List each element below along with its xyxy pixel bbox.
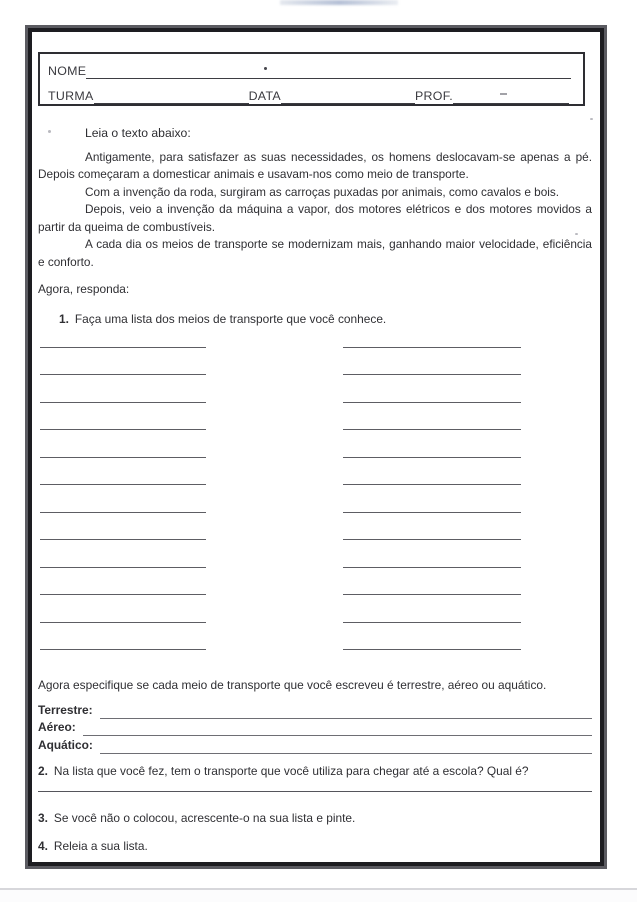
question-4-number: 4. <box>38 839 48 853</box>
answer-line <box>343 403 521 431</box>
aereo-label: Aéreo: <box>38 720 76 735</box>
answer-line <box>40 485 206 513</box>
answer-lines-column-left <box>40 320 206 650</box>
answer-line <box>343 568 521 596</box>
answer-line <box>40 568 206 596</box>
question-2 <box>38 764 594 778</box>
question-4 <box>38 839 148 853</box>
scan-speck <box>264 67 267 70</box>
question-2-text: Na lista que você fez, tem o transporte que você utiliza para chegar até a escola? Qual é? <box>53 764 529 778</box>
scan-artifact-top <box>280 0 398 5</box>
question-2-number: 2. <box>38 764 48 778</box>
name-label: NOME <box>48 63 87 78</box>
answer-line <box>40 375 206 403</box>
question-3-number: 3. <box>38 811 48 825</box>
aquatico-field-line <box>100 741 592 754</box>
question-3-text: Se você não o colocou, acrescente-o na sua lista e pinte. <box>53 811 356 825</box>
reading-text <box>38 149 592 271</box>
answer-line <box>343 595 521 623</box>
reading-paragraph-2: Com a invenção da roda, surgiram as carroças puxadas por animais, como cavalos e bois. <box>85 184 560 199</box>
answer-line <box>343 430 521 458</box>
reading-paragraph-1: Antigamente, para satisfazer as suas necessidades, os homens deslocavam-se apenas a pé. Depois começaram a domesticar animais e usavam-nos como meio de transporte. <box>38 150 592 182</box>
date-field-line <box>281 89 415 104</box>
aereo-field-line <box>83 723 592 736</box>
answer-line <box>343 623 521 651</box>
class-date-prof-row <box>48 79 575 104</box>
answer-line <box>40 595 206 623</box>
answer-line <box>343 458 521 486</box>
answer-line <box>40 513 206 541</box>
answer-line <box>40 458 206 486</box>
category-row-terrestre <box>38 701 592 719</box>
answer-line <box>343 375 521 403</box>
category-fields <box>38 701 592 754</box>
answer-line <box>40 623 206 651</box>
reading-paragraph-3: Depois, veio a invenção da máquina a vapor, dos motores elétricos e dos motores movidos a partir da queima de combustíveis. <box>38 202 592 234</box>
answer-line <box>343 540 521 568</box>
reading-paragraph-4: A cada dia os meios de transporte se modernizam mais, ganhando maior velocidade, eficiência e conforto. <box>38 237 592 269</box>
answer-line <box>40 403 206 431</box>
category-row-aereo <box>38 719 592 737</box>
question-3 <box>38 811 355 825</box>
answer-line <box>40 430 206 458</box>
read-instruction: Leia o texto abaixo: <box>85 126 191 140</box>
scan-speck <box>500 93 507 95</box>
question-2-answer-line <box>38 777 592 792</box>
terrestre-label: Terrestre: <box>38 702 93 717</box>
name-row <box>48 54 575 79</box>
answer-line <box>343 320 521 348</box>
prof-field-line <box>453 89 569 104</box>
category-row-aquatico <box>38 736 592 754</box>
answer-line <box>343 348 521 376</box>
terrestre-field-line <box>100 706 592 719</box>
question-1-text: Faça uma lista dos meios de transporte que você conhece. <box>74 312 387 326</box>
answer-line <box>343 513 521 541</box>
answer-line <box>40 348 206 376</box>
prof-label: PROF. <box>414 88 453 103</box>
class-field-line <box>94 89 249 104</box>
respond-label: Agora, responda: <box>38 282 130 296</box>
question-4-text: Releia a sua lista. <box>53 839 148 853</box>
class-label: TURMA <box>48 88 94 103</box>
answer-lines-column-right <box>343 320 521 650</box>
student-info-box <box>38 52 585 106</box>
date-label: DATA <box>248 88 281 103</box>
answer-line <box>343 485 521 513</box>
specify-instruction: Agora especifique se cada meio de transporte que você escreveu é terrestre, aéreo ou aquático. <box>38 678 547 692</box>
question-1-number: 1. <box>59 312 69 326</box>
answer-line <box>40 320 206 348</box>
answer-line <box>40 540 206 568</box>
name-field-line <box>86 64 571 79</box>
aquatico-label: Aquático: <box>38 737 93 752</box>
